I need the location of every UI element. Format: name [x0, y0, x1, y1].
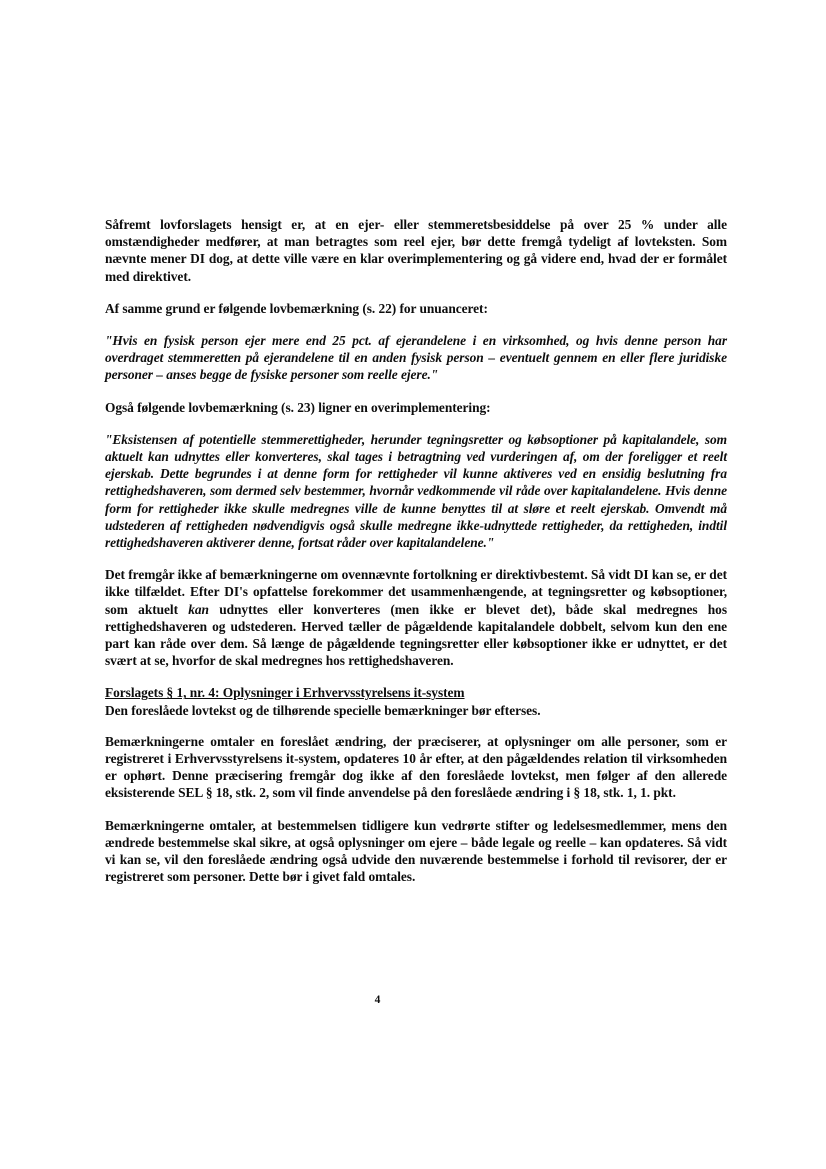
section-heading: Forslagets § 1, nr. 4: Oplysninger i Erhvervsstyrelsens it-system: [105, 685, 465, 701]
analysis-italic-word: kan: [188, 601, 209, 617]
paragraph-intro: Såfremt lovforslagets hensigt er, at en ejer- eller stemmeretsbesiddelse på over 25 % under alle omstændigheder medfører, at man betragtes som reel ejer, bør dette fremgå tydeligt af lovteksten. Som nævnte mener DI dog, at dette ville være en klar overimplementering og gå videre end, hvad der er formålet med direktivet.: [105, 217, 727, 284]
analysis-text-end: udnyttes eller konverteres (men ikke er blevet det), både skal medregnes hos rettighedshaveren og udstederen. Herved tæller de pågældende kapitalandele dobbelt, selvom kun den ene part kan råde over dem. Så længe de pågældende tegningsretter eller købsoptioner ikke er udnyttet, er det svært at se, hvorfor de skal medregnes hos rettighedshaveren.: [105, 601, 727, 669]
blockquote-s23: "Eksistensen af potentielle stemmerettigheder, herunder tegningsretter og købsoptioner på kapitalandele, som aktuelt kan udnyttes eller konverteres, skal tages i betragtning ved vurderingen af, om der foreligger et reelt ejerskab. Dette begrundes i at denne form for rettigheder vil kunne aktiveres ved en ensidig beslutning fra rettighedshaveren, som dermed selv bestemmer, hvornår vedkommende vil råde over kapitalandelene. Hvis denne form for rettigheder ikke skulle medregnes ville de kunne benyttes til at sløre et reelt ejerskab. Omvendt må udstederen af rettigheden nødvendigvis også skulle medregne ikke-udnyttede rettigheder, da rettigheden, indtil rettighedshaveren aktiverer denne, fortsat råder over kapitalandelene.": [105, 431, 727, 551]
blockquote-s22: "Hvis en fysisk person ejer mere end 25 pct. af ejerandelene i en virksomhed, og hvis denne person har overdraget stemmeretten på ejerandelene til en anden fysisk person – eventuelt gennem en eller flere juridiske personer – anses begge de fysiske personer som reelle ejere.": [105, 333, 727, 383]
page-number: 4: [374, 994, 381, 1006]
section-subline: Den foreslåede lovtekst og de tilhørende specielle bemærkninger bør efterses.: [105, 702, 541, 718]
analysis-text-start: Det fremgår ikke af bemærkningerne om ovennævnte fortolkning er direktivbestemt. Så vidt DI kan se, er det ikke tilfældet. Efter DI's opfattelse forekommer det usammenhængende, at tegningsretter og købsoptioner, som aktuelt: [105, 567, 727, 617]
section-heading-block: [105, 684, 727, 718]
document-content: [105, 216, 727, 901]
paragraph-sel-18: Bemærkningerne omtaler en foreslået ændring, der præciserer, at oplysninger om alle personer, som er registreret i Erhvervsstyrelsens it-system, opdateres 10 år efter, at den pågældendes relation til virksomheden er ophørt. Denne præcisering fremgår dog ikke af den foreslåede lovtekst, men følger af den allerede eksisterende SEL § 18, stk. 2, som vil finde anvendelse på den foreslåede ændring i § 18, stk. 1, 1. pkt.: [105, 733, 727, 801]
paragraph-lead-s23: Også følgende lovbemærkning (s. 23) ligner en overimplementering:: [105, 399, 491, 415]
paragraph-final: Bemærkningerne omtaler, at bestemmelsen tidligere kun vedrørte stifter og ledelsesmedlemmer, mens den ændrede bestemmelse skal sikre, at også oplysninger om ejere – både legale og reelle – kan opdateres. Så vidt vi kan se, vil den foreslåede ændring også udvide den nuværende bestemmelse i forhold til revisorer, der er registreret som personer. Dette bør i givet fald omtales.: [105, 817, 727, 885]
paragraph-analysis: [105, 566, 727, 669]
paragraph-lead-s22: Af samme grund er følgende lovbemærkning (s. 22) for unuanceret:: [105, 300, 488, 316]
